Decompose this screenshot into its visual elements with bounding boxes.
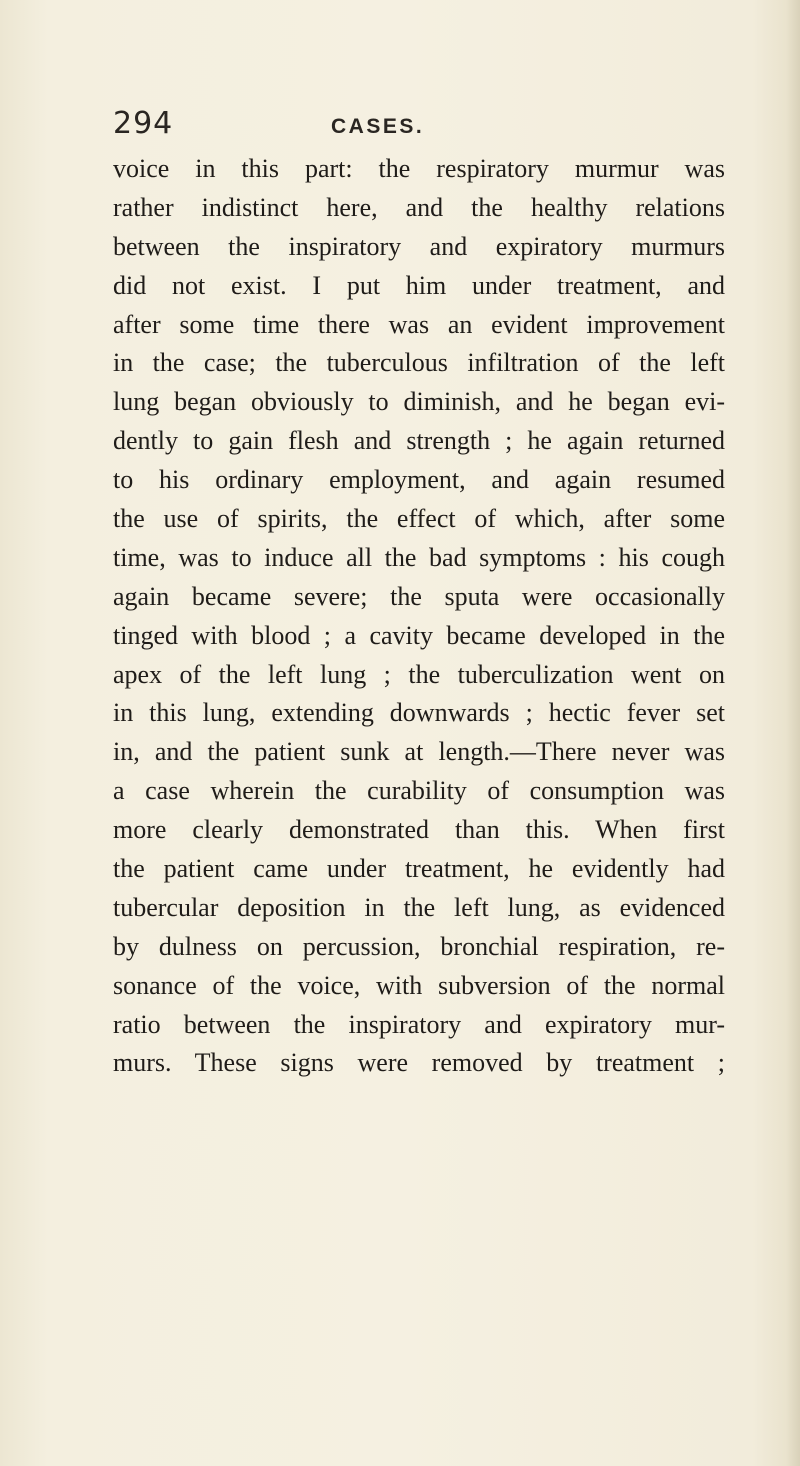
text-line: apex of the left lung ; the tuberculization went on	[113, 659, 725, 689]
text-line: the patient came under treatment, he evidently had	[113, 854, 725, 884]
text-line: tinged with blood ; a cavity became developed in the	[113, 620, 725, 650]
text-line: to his ordinary employment, and again resumed	[113, 465, 725, 495]
text-line: murs. These signs were removed by treatment ;	[113, 1048, 725, 1078]
running-head	[113, 104, 725, 144]
text-line: did not exist. I put him under treatment, and	[113, 270, 725, 300]
running-title: CASES.	[331, 115, 425, 138]
text-line: sonance of the voice, with subversion of the normal	[113, 970, 725, 1000]
text-line: by dulness on percussion, bronchial respiration, re-	[113, 931, 725, 961]
text-line: voice in this part: the respiratory murmur was	[113, 154, 725, 183]
text-line: rather indistinct here, and the healthy relations	[113, 192, 725, 222]
text-line: after some time there was an evident improvement	[113, 309, 725, 339]
page-edge-shadow	[786, 0, 800, 1466]
text-line: again became severe; the sputa were occasionally	[113, 581, 725, 611]
body-text	[113, 150, 725, 1083]
text-line: in the case; the tuberculous infiltration of the left	[113, 348, 725, 378]
text-line: tubercular deposition in the left lung, as evidenced	[113, 892, 725, 922]
text-line: time, was to induce all the bad symptoms : his cough	[113, 542, 725, 572]
text-line: in, and the patient sunk at length.—There never was	[113, 737, 725, 767]
text-line: dently to gain flesh and strength ; he again returned	[113, 426, 725, 456]
text-line: lung began obviously to diminish, and he began evi-	[113, 387, 725, 417]
page-number: 294	[113, 106, 174, 141]
text-line: ratio between the inspiratory and expiratory mur-	[113, 1009, 725, 1039]
text-line: the use of spirits, the effect of which, after some	[113, 504, 725, 534]
text-line: a case wherein the curability of consumption was	[113, 776, 725, 806]
text-line: between the inspiratory and expiratory murmurs	[113, 231, 725, 261]
text-line: in this lung, extending downwards ; hectic fever set	[113, 698, 725, 728]
text-line: more clearly demonstrated than this. When first	[113, 815, 725, 845]
